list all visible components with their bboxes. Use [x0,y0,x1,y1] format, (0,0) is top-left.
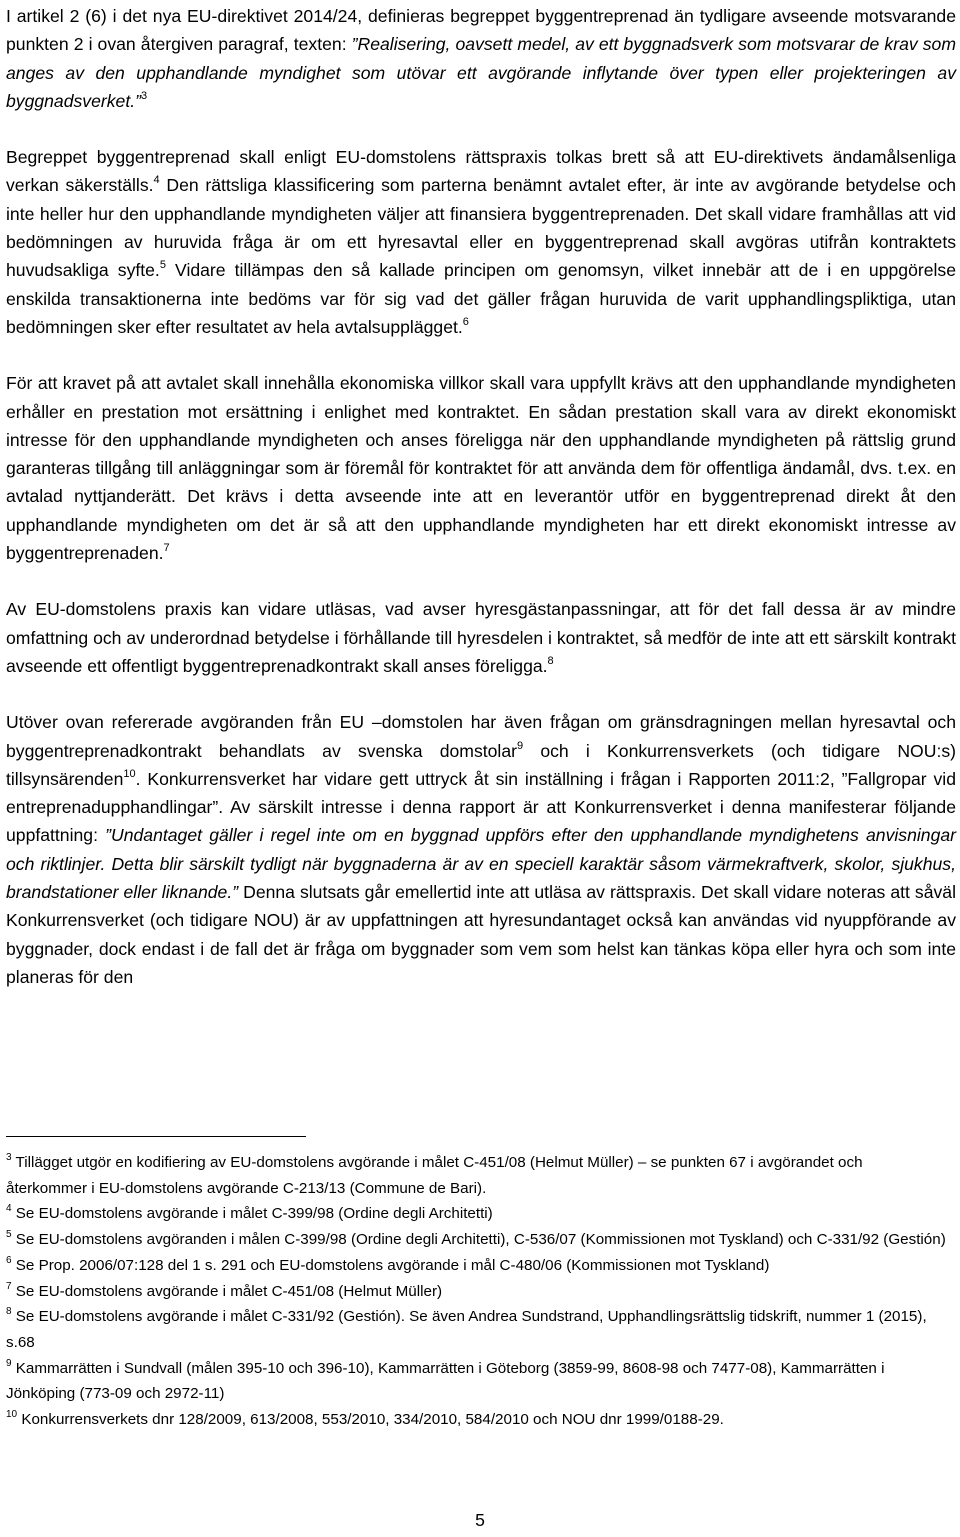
footnote-text: Se EU-domstolens avgörande i målet C-451/08 (Helmut Müller) [11,1282,443,1300]
footnote-text: Se EU-domstolens avgörande i målet C-399/98 (Ordine degli Architetti) [11,1205,493,1223]
paragraph-text: . Konkurrensverket har vidare gett uttryck åt sin inställning i frågan i Rapporten 2011:2, ”Fallgropar vid entreprenadupphandlingar”. Av särskilt intresse i denna rapport är att Konkurrensverket i denna manifesterar följande uppfattning: [6,768,956,846]
footnote-number: 6 [6,1254,12,1266]
quoted-opinion: ”Undantaget gäller i regel inte om en byggnad uppförs efter den upphandlande myndighetens anvisningar och riktlinjer. Detta blir särskilt tydligt när byggnaderna är av en speciell karaktär såsom värmekraftverk, skolor, sjukhus, brandstationer eller liknande.” [6,825,956,903]
paragraph-3 [6,369,956,567]
footnote-ref-3[interactable]: 3 [140,89,148,102]
footnote-number: 4 [6,1203,12,1215]
paragraph-text: Av EU-domstolens praxis kan vidare utläsas, vad avser hyresgästanpassningar, att för det fall dessa är av mindre omfattning och av underordnad betydelse i förhållande till hyresdelen i kontraktet, så medför de inte att ett särskilt kontrakt avseende ett offentligt byggentreprenadkontrakt skall anses föreligga. [6,599,956,676]
footnote [6,1150,946,1201]
footnote-ref-6[interactable]: 6 [462,315,469,328]
paragraph-text: Utöver ovan refererade avgöranden från EU –domstolen har även frågan om gränsdragningen mellan hyresavtal och byggentreprenadkontrakt behandlats av svenska domstolar [6,712,956,761]
paragraph-text: och i Konkurrensverkets (och tidigare NOU:s) tillsynsärenden [6,740,956,789]
footnote-number: 5 [6,1229,12,1241]
footnote [6,1407,946,1433]
footnote-text: Kammarrätten i Sundvall (målen 395-10 och 396-10), Kammarrätten i Göteborg (3859-99, 8608-98 och 7477-08), Kammarrätten i Jönköping (773-09 och 2972-11) [6,1359,885,1403]
footnote-text: Se EU-domstolens avgöranden i målen C-399/98 (Ordine degli Architetti), C-536/07 (Kommissionen mot Tyskland) och C-331/92 (Gestión) [11,1231,946,1249]
footnote [6,1227,946,1253]
footnote [6,1356,946,1407]
footnote-text: Tillägget utgör en kodifiering av EU-domstolens avgörande i målet C-451/08 (Helmut Müller) – se punkten 67 i avgörandet och återkommer i EU-domstolens avgörande C-213/13 (Commune de Bari). [6,1154,863,1197]
footnote-separator [6,1136,306,1137]
footnote [6,1279,946,1305]
footnote-number: 7 [6,1280,12,1292]
footnote [6,1201,946,1227]
body-text [6,0,956,991]
footnote-number: 3 [6,1152,12,1163]
footnote-ref-7[interactable]: 7 [163,542,170,555]
paragraph-text: Begreppet byggentreprenad skall enligt EU-domstolens rättspraxis tolkas brett så att EU-direktivets ändamålsenliga verkan säkerställs. [6,147,956,196]
footnote-ref-4[interactable]: 4 [153,174,160,187]
footnote-text: Se Prop. 2006/07:128 del 1 s. 291 och EU-domstolens avgörande i mål C-480/06 (Kommissionen mot Tyskland) [11,1256,770,1274]
footnote-ref-8[interactable]: 8 [547,654,554,667]
paragraph-2 [6,143,956,341]
paragraph-4 [6,595,956,680]
paragraph-text: Den rättsliga klassificering som parterna benämnt avtalet efter, är inte av avgörande betydelse och inte heller hur den upphandlande myndigheten väljer att finansiera byggentreprenaden. Det skall vidare framhållas att vid bedömningen av huruvida fråga är om ett hyresavtal eller en byggentreprenad skall avgöras utifrån kontraktets huvudsakliga syfte. [6,175,956,281]
paragraph-5 [6,708,956,991]
footnote-number: 9 [6,1357,12,1369]
document-page [6,0,956,1537]
paragraph-1 [6,2,956,115]
footnote-text: Konkurrensverkets dnr 128/2009, 613/2008, 553/2010, 334/2010, 584/2010 och NOU dnr 1999/0188-29. [17,1411,724,1429]
footnote-ref-5[interactable]: 5 [159,259,166,272]
page-number: 5 [475,1510,485,1530]
paragraph-text: För att kravet på att avtalet skall innehålla ekonomiska villkor skall vara uppfyllt krävs att den upphandlande myndigheten erhåller en prestation mot ersättning i enlighet med kontraktet. En sådan prestation skall vara av direkt ekonomiskt intresse för den upphandlande myndigheten och anses föreligga när den upphandlande myndigheten på rättslig grund garanteras tillgång till anläggningar som är föremål för kontraktet för att använda dem för offentliga ändamål, dvs. t.ex. en avtalad nyttjanderätt. Det krävs i detta avseende inte att en leverantör utför en byggentreprenad direkt åt den upphandlande myndigheten om det är så att den upphandlande myndigheten har ett direkt ekonomiskt intresse av byggentreprenaden. [6,373,956,564]
footnote [6,1253,946,1279]
paragraph-text: Vidare tillämpas den så kallade principen om genomsyn, vilket innebär att de i en uppgörelse enskilda transaktionerna inte bedöms var för sig vad det gäller frågan huruvida de varit upphandlingspliktiga, utan bedömningen sker efter resultatet av hela avtalsupplägget. [6,260,956,337]
footnotes [6,1150,946,1433]
paragraph-text: I artikel 2 (6) i det nya EU-direktivet 2014/24, definieras begreppet byggentreprenad än tydligare avseende motsvarande punkten 2 i ovan återgiven paragraf, texten: [6,6,956,55]
footnote [6,1304,946,1355]
footnote-ref-10[interactable]: 10 [123,767,136,780]
paragraph-text: Denna slutsats går emellertid inte att utläsa av rättspraxis. Det skall vidare noteras att såväl Konkurrensverket (och tidigare NOU) är av uppfattningen att hyresundantaget också kan användas vid nyuppförande av byggnader, dock endast i de fall det är fråga om byggnader som vem som helst kan tänkas köpa eller hyra och som inte planeras för den [6,882,956,987]
footnote-number: 8 [6,1306,12,1318]
footnote-ref-9[interactable]: 9 [516,739,524,752]
footnote-text: Se EU-domstolens avgörande i målet C-331/92 (Gestión). Se även Andrea Sundstrand, Upphandlingsrättslig tidskrift, nummer 1 (2015), s.68 [6,1308,927,1351]
quoted-definition: ”Realisering, oavsett medel, av ett byggnadsverk som motsvarar de krav som anges av den upphandlande myndighet som utövar ett avgörande inflytande över typen eller projekteringen av byggnadsverket.” [6,34,956,111]
footnote-number: 10 [6,1409,18,1421]
